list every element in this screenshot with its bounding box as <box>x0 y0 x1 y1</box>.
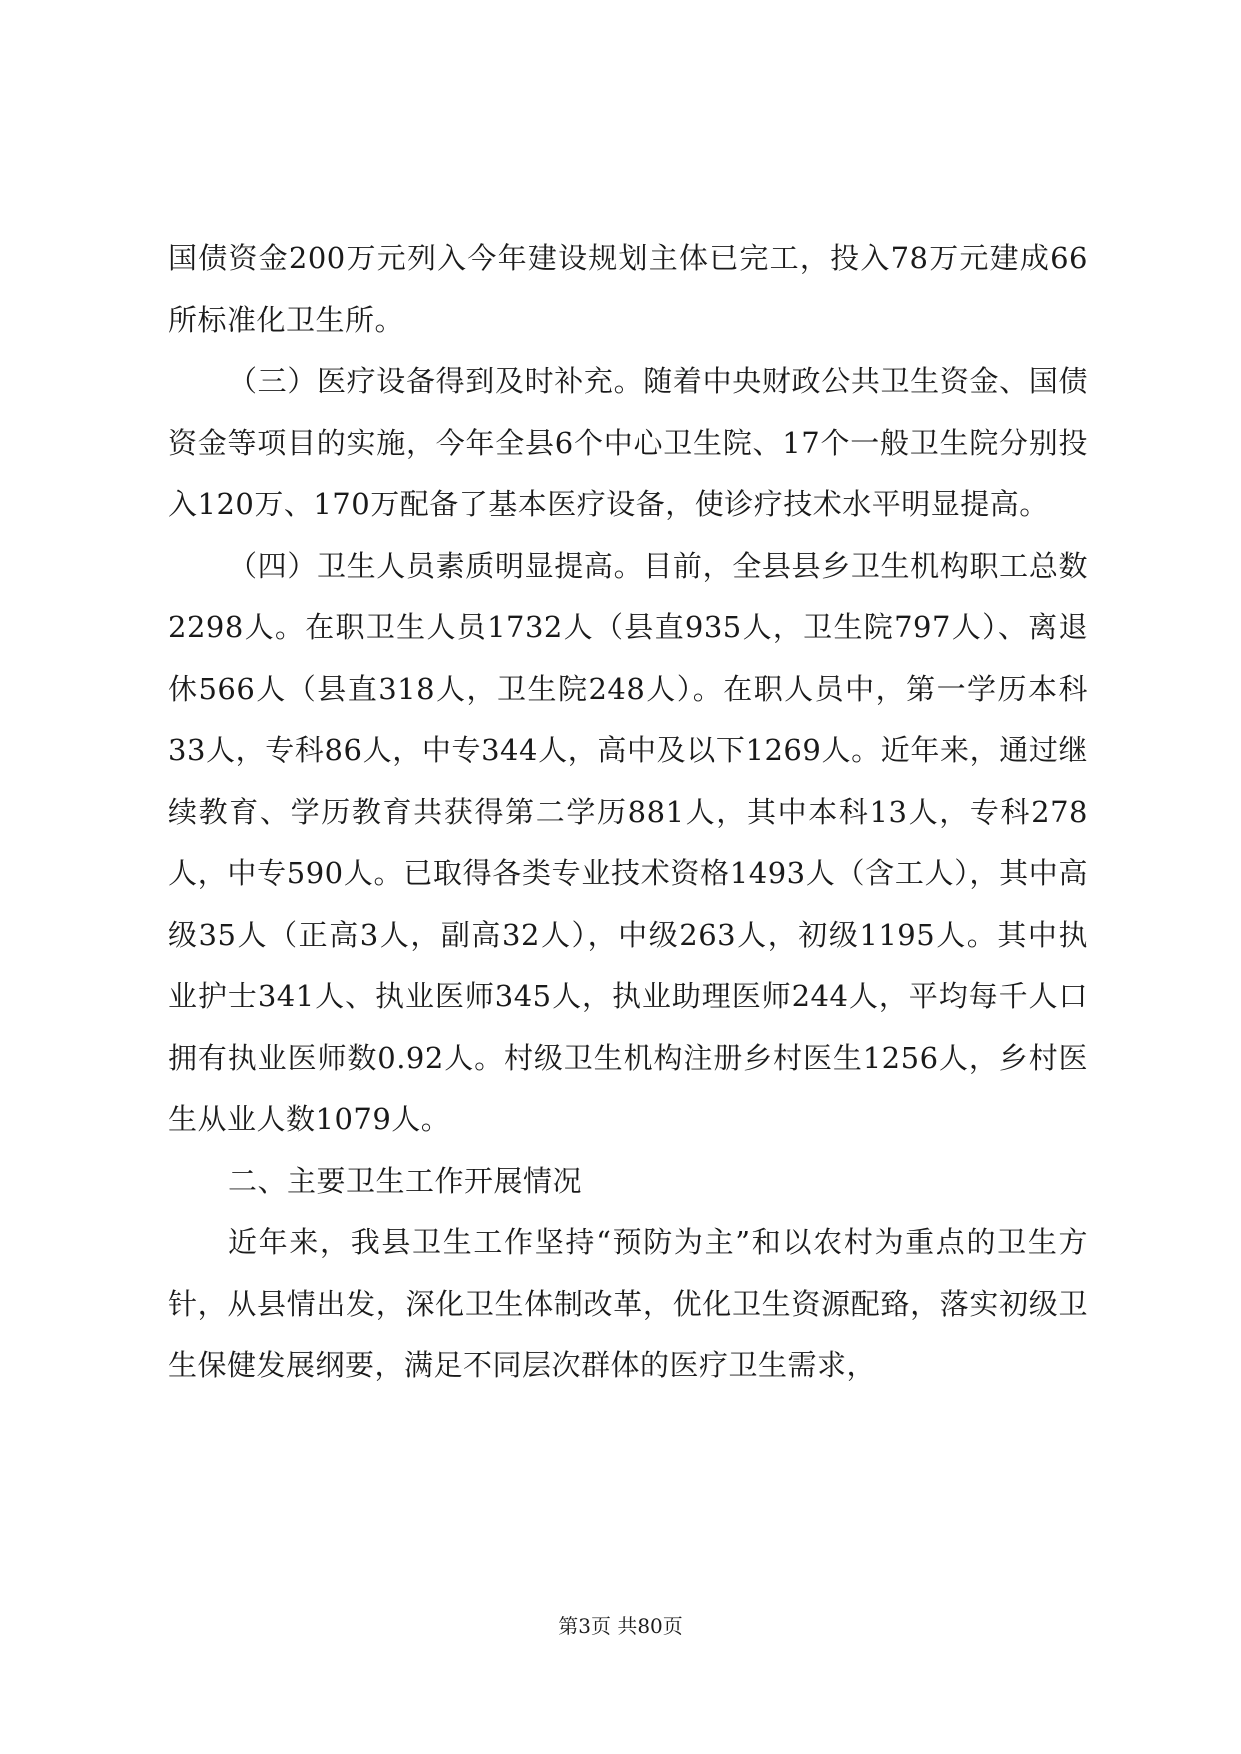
section-heading: 二、主要卫生工作开展情况 <box>228 1163 583 1198</box>
paragraph-health-work: 近年来，我县卫生工作坚持“预防为主”和以农村为重点的卫生方针，从县情出发，深化卫生体制改革，优化卫生资源配臵，落实初级卫生保健发展纲要，满足不同层次群体的医疗卫生需求， <box>168 1225 1088 1382</box>
paragraph-medical-equipment: （三）医疗设备得到及时补充。随着中央财政公共卫生资金、国债资金等项目的实施，今年全县6个中心卫生院、17个一般卫生院分别投入120万、170万配备了基本医疗设备，使诊疗技术水平明显提高。 <box>168 364 1088 521</box>
paragraph-staff-quality: （四）卫生人员素质明显提高。目前，全县县乡卫生机构职工总数2298人。在职卫生人员1732人（县直935人，卫生院797人）、离退休566人（县直318人，卫生院248人）。在职人员中，第一学历本科33人，专科86人，中专344人，高中及以下1269人。近年来，通过继续教育、学历教育共获得第二学历881人，其中本科13人，专科278人，中专590人。已取得各类专业技术资格1493人（含工人），其中高级35人（正高3人，副高32人），中级263人，初级1195人。其中执业护士341人、执业医师345人，执业助理医师244人，平均每千人口拥有执业医师数0.92人。村级卫生机构注册乡村医生1256人，乡村医生从业人数1079人。 <box>168 548 1088 1136</box>
paragraph-continuation: 国债资金200万元列入今年建设规划主体已完工，投入78万元建成66所标准化卫生所。 <box>168 241 1088 337</box>
document-body <box>168 228 1088 1397</box>
page-number-footer: 第3页 共80页 <box>558 1614 683 1638</box>
